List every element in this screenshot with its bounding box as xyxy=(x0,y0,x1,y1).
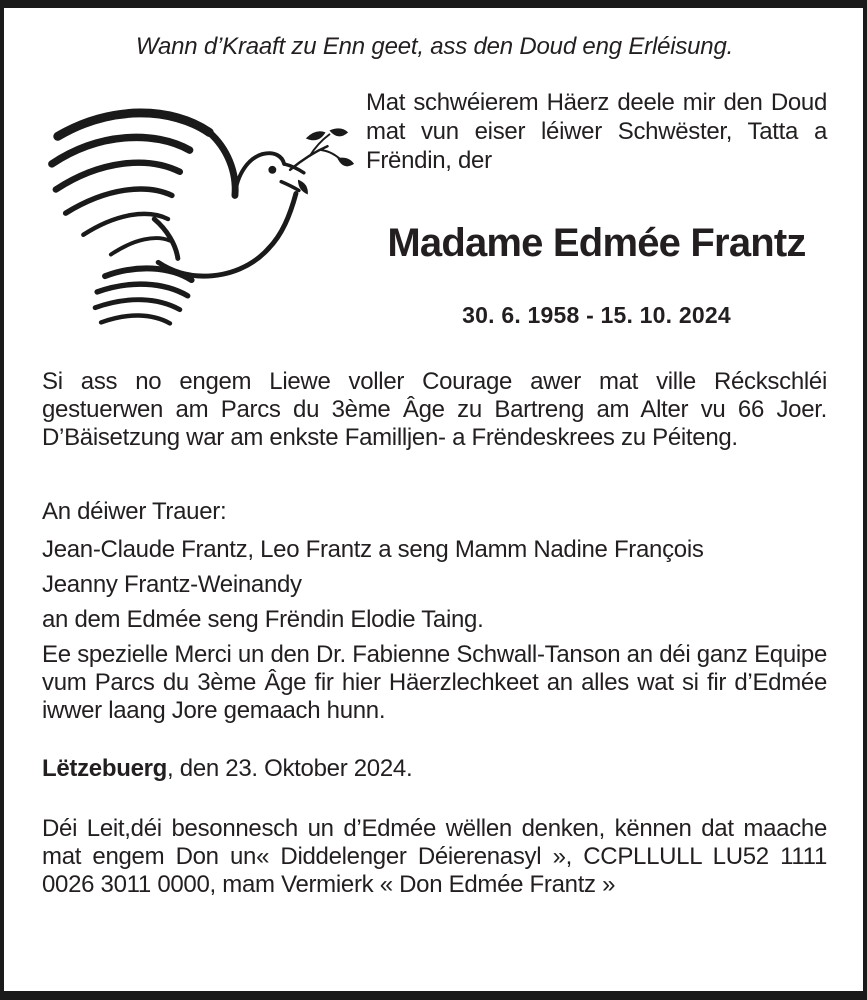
dove-olive-branch-icon xyxy=(42,98,357,346)
mourner-line: an dem Edmée seng Frëndin Elodie Taing. xyxy=(42,606,484,633)
mourning-heading: An déiwer Trauer: xyxy=(42,498,227,525)
intro-column xyxy=(364,88,827,346)
epigraph-quote: Wann d’Kraaft zu Enn geet, ass den Doud eng Erléisung. xyxy=(135,33,734,60)
header-row xyxy=(42,88,827,346)
dove-eye xyxy=(268,166,276,174)
dateline xyxy=(42,755,827,783)
donation-paragraph: Déi Leit,déi besonnesch un d’Edmée wëllen denken, kënnen dat maache mat engem Don un« Diddelenger Déierenasyl », CCPLLULL LU52 1111 0026 3011 0000, mam Vermierk « Don Edmée Frantz » xyxy=(42,815,827,898)
mourner-line: Jean-Claude Frantz, Leo Frantz a seng Mamm Nadine François xyxy=(42,536,704,563)
dateline-date: , den 23. Oktober 2024. xyxy=(167,755,413,782)
mourners-list xyxy=(42,532,827,637)
life-dates: 30. 6. 1958 - 15. 10. 2024 xyxy=(462,302,731,328)
illustration-column xyxy=(42,88,364,346)
obituary-paragraph: Si ass no engem Liewe voller Courage awer mat ville Réckschléi gestuerwen am Parcs du 3ème Âge zu Bartreng am Alter vu 66 Joer. D’Bäisetzung war am enkste Familljen- a Frëndeskrees zu Péiteng. xyxy=(42,368,827,451)
deceased-name-title: Madame Edmée Frantz xyxy=(387,221,806,265)
mourner-line: Jeanny Frantz-Weinandy xyxy=(42,571,302,598)
thanks-paragraph: Ee spezielle Merci un den Dr. Fabienne Schwall-Tanson an déi ganz Equipe vum Parcs du 3ème Âge fir hier Häerzlechkeet an alles wat si fir d’Edmée iwwer laang Jore gemaach hunn. xyxy=(42,641,827,724)
intro-paragraph: Mat schwéierem Häerz deele mir den Doud mat vun eiser léiwer Schwëster, Tatta a Frëndin, der xyxy=(366,89,827,174)
dateline-place: Lëtzebuerg xyxy=(42,755,168,782)
